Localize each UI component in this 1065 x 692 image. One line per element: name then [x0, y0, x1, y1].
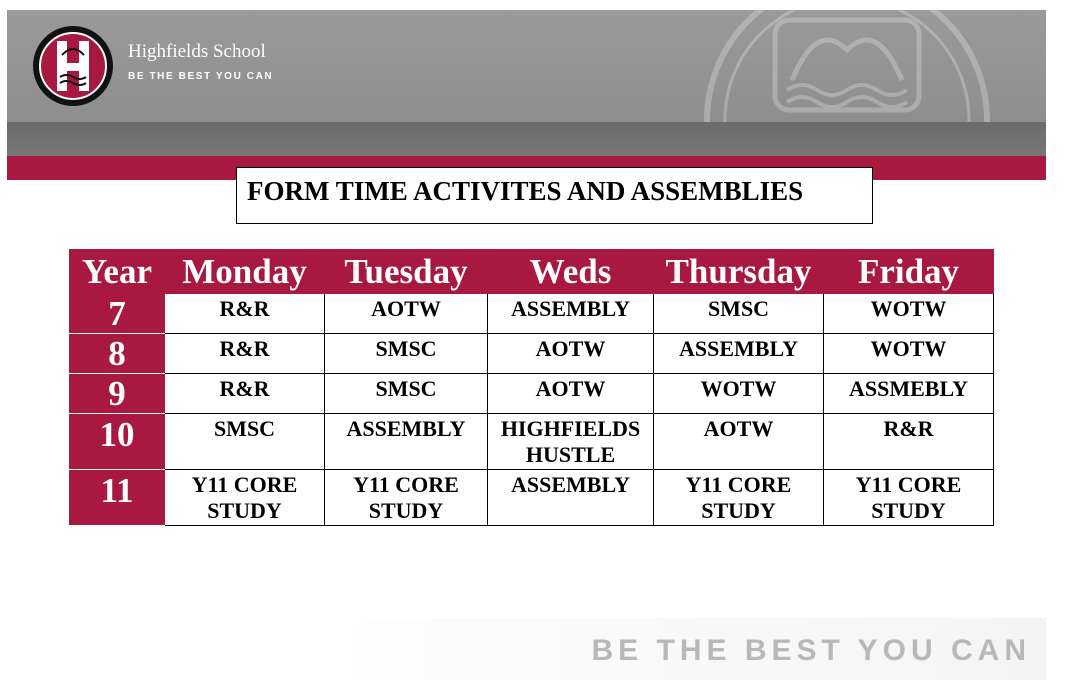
- table-cell: AOTW: [488, 374, 654, 414]
- year-cell: 7: [70, 294, 165, 334]
- table-cell: SMSC: [325, 374, 488, 414]
- table-cell: R&R: [165, 334, 325, 374]
- table-cell: WOTW: [824, 294, 994, 334]
- title-box: [236, 167, 873, 224]
- table-cell: SMSC: [165, 414, 325, 470]
- year-cell: 11: [70, 470, 165, 526]
- table-cell: Y11 CORE STUDY: [165, 470, 325, 526]
- table-cell: ASSMEBLY: [824, 374, 994, 414]
- table-cell: Y11 CORE STUDY: [824, 470, 994, 526]
- table-cell: Y11 CORE STUDY: [654, 470, 824, 526]
- footer-tagline: BE THE BEST YOU CAN: [591, 634, 1031, 667]
- table-cell: R&R: [165, 374, 325, 414]
- table-cell: AOTW: [325, 294, 488, 334]
- table-cell: Y11 CORE STUDY: [325, 470, 488, 526]
- table-cell: SMSC: [654, 294, 824, 334]
- crest-watermark-icon: [697, 10, 997, 122]
- header-banner: [7, 10, 1046, 122]
- header-band-dark: [7, 122, 1046, 156]
- school-crest-icon: [32, 25, 114, 107]
- school-tagline: BE THE BEST YOU CAN: [128, 71, 274, 82]
- table-cell: WOTW: [824, 334, 994, 374]
- table-cell: R&R: [824, 414, 994, 470]
- table-cell: ASSEMBLY: [488, 294, 654, 334]
- table-row: [70, 470, 994, 526]
- table-row: [70, 374, 994, 414]
- table-cell: ASSEMBLY: [325, 414, 488, 470]
- header-year: Year: [70, 250, 165, 294]
- table-cell: WOTW: [654, 374, 824, 414]
- header-row: [70, 250, 994, 294]
- school-name: Highfields School: [128, 41, 266, 62]
- year-cell: 9: [70, 374, 165, 414]
- header-tuesday: Tuesday: [325, 250, 488, 294]
- header-weds: Weds: [488, 250, 654, 294]
- year-cell: 10: [70, 414, 165, 470]
- table-cell: AOTW: [654, 414, 824, 470]
- schedule-table: [69, 249, 994, 526]
- table-row: [70, 414, 994, 470]
- header-friday: Friday: [824, 250, 994, 294]
- table-cell: ASSEMBLY: [488, 470, 654, 526]
- table-row: [70, 334, 994, 374]
- page-title: FORM TIME ACTIVITES AND ASSEMBLIES: [247, 176, 804, 206]
- table-cell: ASSEMBLY: [654, 334, 824, 374]
- header-monday: Monday: [165, 250, 325, 294]
- table-cell: R&R: [165, 294, 325, 334]
- table-cell: HIGHFIELDS HUSTLE: [488, 414, 654, 470]
- table-cell: AOTW: [488, 334, 654, 374]
- header-thursday: Thursday: [654, 250, 824, 294]
- year-cell: 8: [70, 334, 165, 374]
- table-row: [70, 294, 994, 334]
- table-cell: SMSC: [325, 334, 488, 374]
